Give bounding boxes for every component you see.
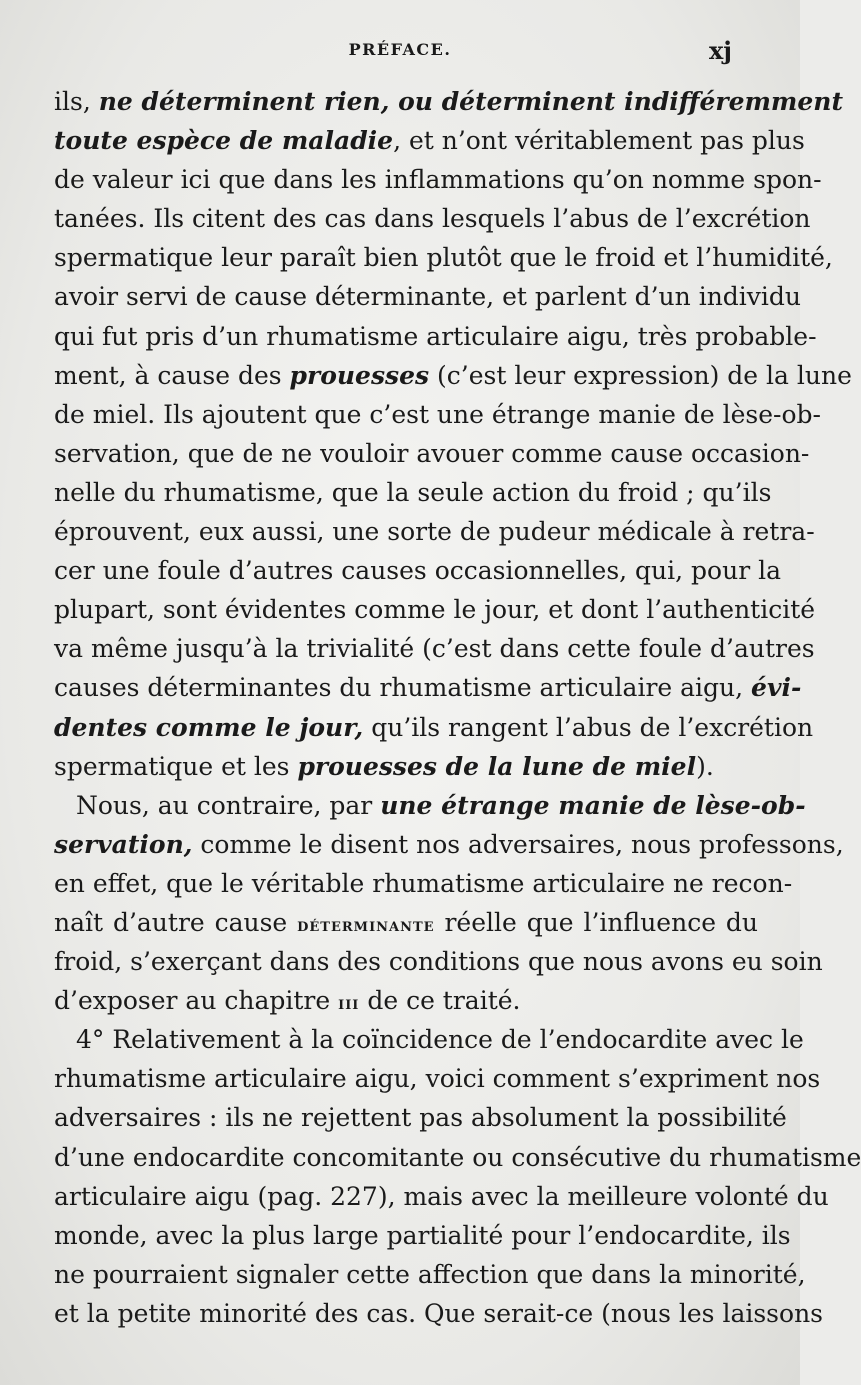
text-line	[54, 473, 772, 512]
text-segment: ment, à cause des	[54, 360, 290, 390]
text-line	[54, 1059, 821, 1098]
italic-text: prouesses	[289, 360, 430, 390]
text-segment: naît d’autre cause	[54, 907, 298, 937]
text-segment: (c’est leur expression) de la lune	[429, 360, 852, 390]
text-line	[54, 942, 823, 981]
small-caps-text: déterminante	[297, 913, 435, 936]
text-line	[54, 1098, 787, 1137]
text-segment: éprouvent, eux aussi, une sorte de pudeur médicale à retra-	[54, 517, 815, 547]
text-line	[54, 629, 815, 668]
text-line	[54, 82, 844, 121]
text-line	[54, 238, 833, 277]
text-segment: spermatique leur paraît bien plutôt que le froid et l’humidité,	[54, 243, 833, 273]
text-segment: causes déterminantes du rhumatisme articulaire aigu,	[54, 673, 752, 703]
text-segment: de valeur ici que dans les inflammations qu’on nomme spon-	[54, 165, 822, 195]
text-segment: de miel. Ils ajoutent que c’est une étrange manie de lèse-ob-	[54, 399, 821, 429]
text-line	[54, 1294, 823, 1333]
text-segment: servation, que de ne vouloir avouer comme cause occasion-	[54, 438, 810, 468]
small-caps-text: iii	[338, 992, 360, 1015]
text-line	[54, 1138, 861, 1177]
text-segment: avoir servi de cause déterminante, et parlent d’un individu	[54, 282, 802, 312]
text-line	[54, 551, 782, 590]
text-line	[54, 512, 815, 551]
text-segment: adversaires : ils ne rejettent pas absolument la possibilité	[54, 1103, 787, 1133]
italic-text: dentes comme le jour,	[54, 712, 364, 742]
text-line	[54, 434, 810, 473]
text-segment: qu’ils rangent l’abus de l’excrétion	[363, 712, 814, 742]
text-line	[54, 786, 806, 825]
text-segment: monde, avec la plus large partialité pour l’endocardite, ils	[54, 1220, 791, 1250]
text-line	[54, 356, 852, 395]
text-line	[54, 199, 811, 238]
italic-text: ne déterminent rien, ou déterminent indifféremment	[98, 87, 844, 116]
text-segment: de ce traité.	[359, 986, 521, 1016]
text-line	[54, 395, 821, 434]
running-head: PRÉFACE.	[348, 40, 452, 59]
text-line	[54, 121, 805, 160]
text-line	[54, 864, 793, 903]
page-header	[0, 36, 800, 72]
text-line	[54, 903, 758, 942]
text-line	[54, 1255, 806, 1294]
text-line	[54, 708, 814, 747]
text-segment: et la petite minorité des cas. Que serait-ce (nous les laissons	[54, 1298, 823, 1328]
text-segment: tanées. Ils citent des cas dans lesquels l’abus de l’excrétion	[54, 204, 811, 234]
text-segment: cer une foule d’autres causes occasionnelles, qui, pour la	[54, 556, 782, 586]
text-segment: plupart, sont évidentes comme le jour, et dont l’authenticité	[54, 595, 816, 625]
text-segment: d’une endocardite concomitante ou consécutive du rhumatisme	[54, 1142, 861, 1172]
text-line	[54, 317, 817, 356]
text-segment: d’exposer au chapitre	[54, 986, 339, 1016]
page-number: xj	[709, 36, 732, 65]
text-segment: nelle du rhumatisme, que la seule action du froid ; qu’ils	[54, 477, 772, 507]
text-segment: ne pourraient signaler cette affection que dans la minorité,	[54, 1259, 806, 1289]
text-line	[54, 668, 802, 707]
text-line	[54, 981, 758, 1020]
text-segment: qui fut pris d’un rhumatisme articulaire aigu, très probable-	[54, 321, 817, 351]
text-segment: ).	[696, 751, 714, 781]
italic-text: prouesses de la lune de miel	[297, 751, 697, 781]
body-text	[54, 82, 861, 1333]
italic-text: toute espèce de maladie	[54, 126, 394, 156]
text-segment: ils,	[54, 87, 99, 116]
text-segment: en effet, que le véritable rhumatisme articulaire ne recon-	[54, 868, 793, 898]
text-line	[54, 1177, 829, 1216]
text-line	[54, 277, 802, 316]
text-line	[54, 1216, 791, 1255]
text-line	[54, 590, 816, 629]
text-line	[54, 160, 822, 199]
italic-text: évi-	[751, 673, 802, 703]
italic-text: servation,	[54, 829, 193, 859]
text-segment: 4° Relativement à la coïncidence de l’endocardite avec le	[76, 1025, 804, 1055]
text-segment: spermatique et les	[54, 751, 298, 781]
text-line	[54, 825, 844, 864]
text-segment: va même jusqu’à la trivialité (c’est dans cette foule d’autres	[54, 634, 815, 664]
text-segment: , et n’ont véritablement pas plus	[393, 126, 805, 156]
text-segment: froid, s’exerçant dans des conditions que nous avons eu soin	[54, 947, 823, 977]
text-segment: réelle que l’influence du	[434, 907, 758, 937]
text-line	[54, 1020, 804, 1059]
text-segment: Nous, au contraire, par	[76, 790, 381, 820]
text-line	[54, 747, 758, 786]
text-segment: rhumatisme articulaire aigu, voici comment s’expriment nos	[54, 1064, 821, 1094]
text-segment: comme le disent nos adversaires, nous professons,	[192, 829, 844, 859]
text-segment: articulaire aigu (pag. 227), mais avec la meilleure volonté du	[54, 1181, 829, 1211]
italic-text: une étrange manie de lèse-ob-	[380, 790, 806, 820]
